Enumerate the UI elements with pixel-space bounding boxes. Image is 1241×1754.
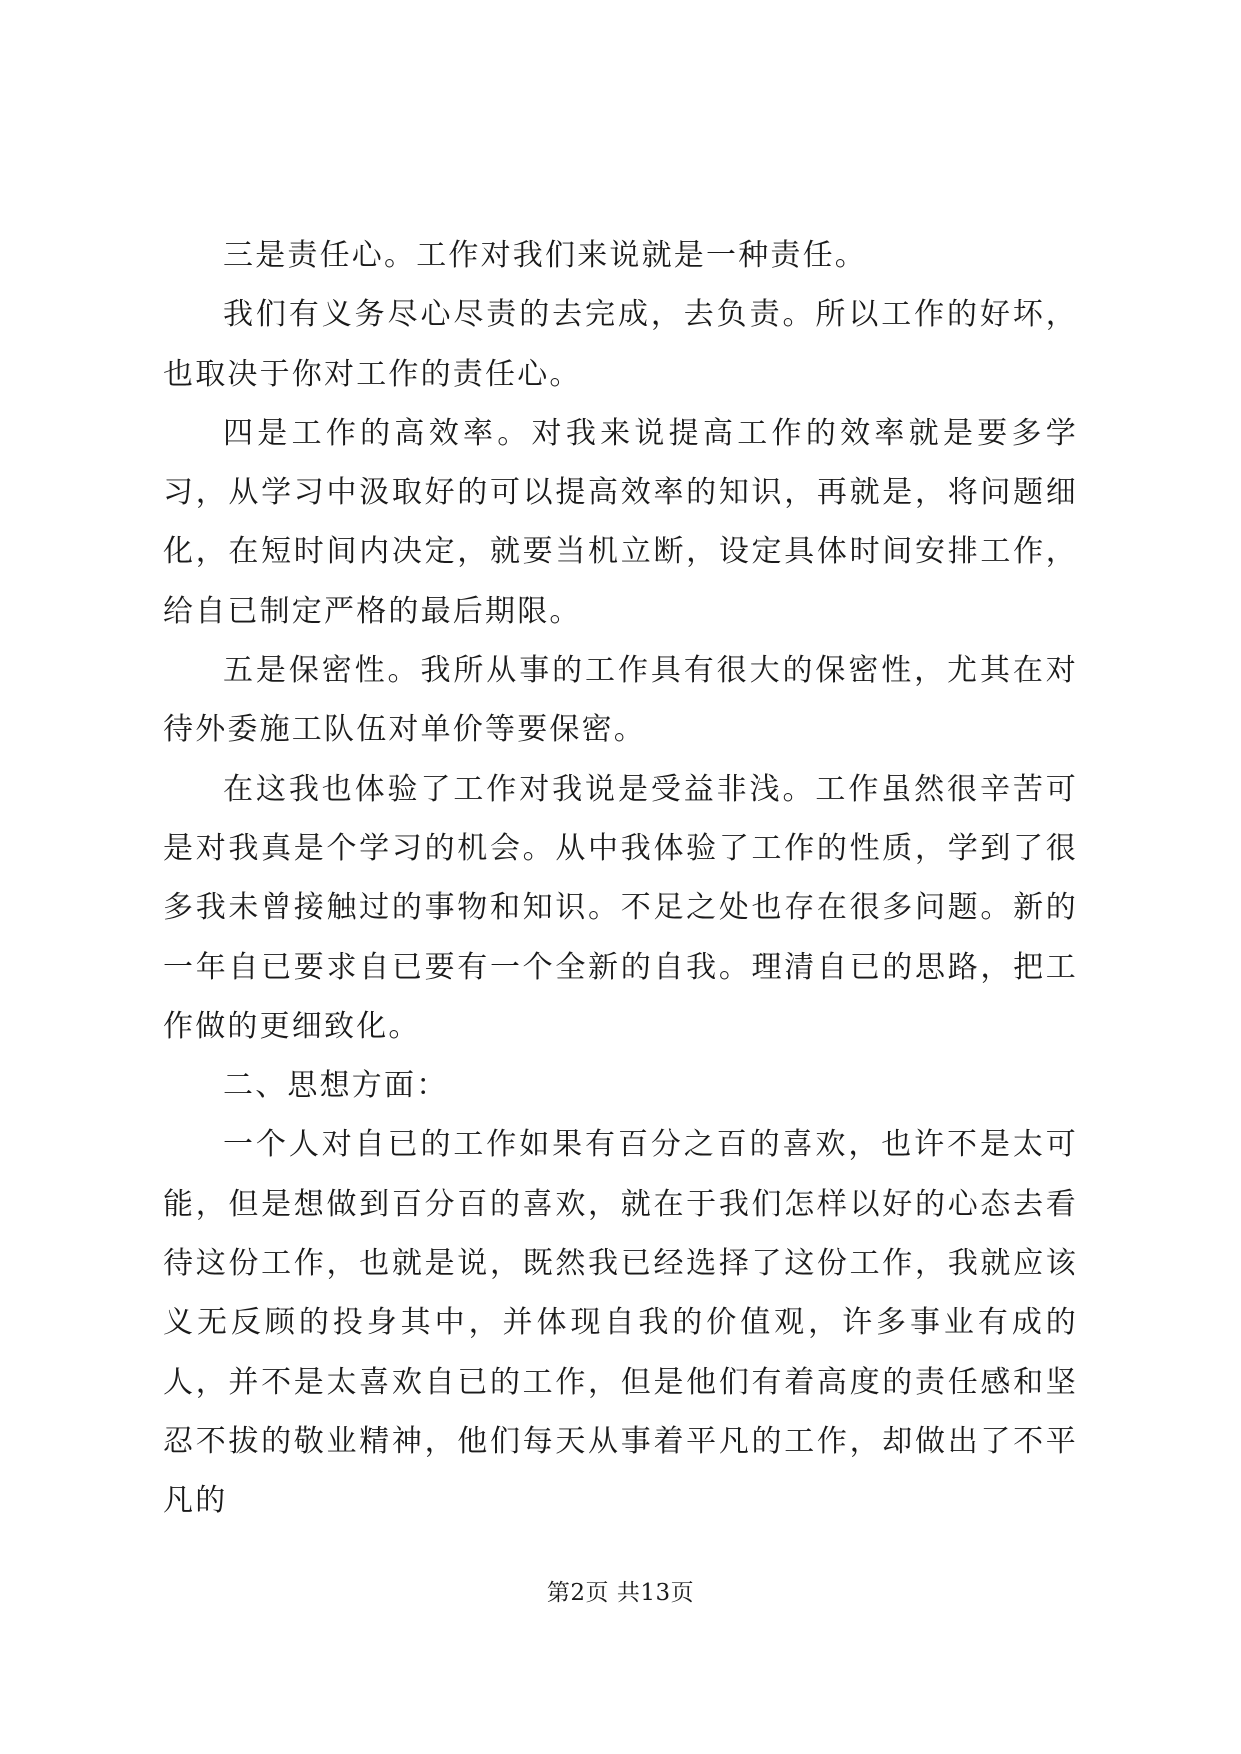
paragraph-experience: 在这我也体验了工作对我说是受益非浅。工作虽然很辛苦可是对我真是个学习的机会。从中我体验了工作的性质，学到了很多我未曾接触过的事物和知识。不足之处也存在很多问题。新的一年自已要求自已要有一个全新的自我。理清自已的思路，把工作做的更细致化。 bbox=[163, 771, 1078, 1044]
section-heading-thought: 二、思想方面： bbox=[223, 1068, 449, 1104]
page-footer: 第2页 共13页 bbox=[546, 1580, 695, 1606]
paragraph-confidentiality: 五是保密性。我所从事的工作具有很大的保密性，尤其在对待外委施工队伍对单价等要保密。 bbox=[163, 653, 1078, 748]
body-text bbox=[163, 226, 1078, 1531]
paragraph-thought: 一个人对自已的工作如果有百分之百的喜欢，也许不是太可能，但是想做到百分百的喜欢，就在于我们怎样以好的心态去看待这份工作，也就是说，既然我已经选择了这份工作，我就应该义无反顾的投身其中，并体现自我的价值观，许多事业有成的人，并不是太喜欢自已的工作，但是他们有着高度的责任感和坚忍不拔的敬业精神，他们每天从事着平凡的工作，却做出了不平凡的 bbox=[163, 1127, 1078, 1519]
paragraph-duty: 我们有义务尽心尽责的去完成，去负责。所以工作的好坏，也取决于你对工作的责任心。 bbox=[163, 297, 1078, 392]
paragraph-efficiency: 四是工作的高效率。对我来说提高工作的效率就是要多学习，从学习中汲取好的可以提高效率的知识，再就是，将问题细化，在短时间内决定，就要当机立断，设定具体时间安排工作，给自已制定严格的最后期限。 bbox=[163, 415, 1078, 629]
paragraph-responsibility: 三是责任心。工作对我们来说就是一种责任。 bbox=[223, 238, 867, 273]
